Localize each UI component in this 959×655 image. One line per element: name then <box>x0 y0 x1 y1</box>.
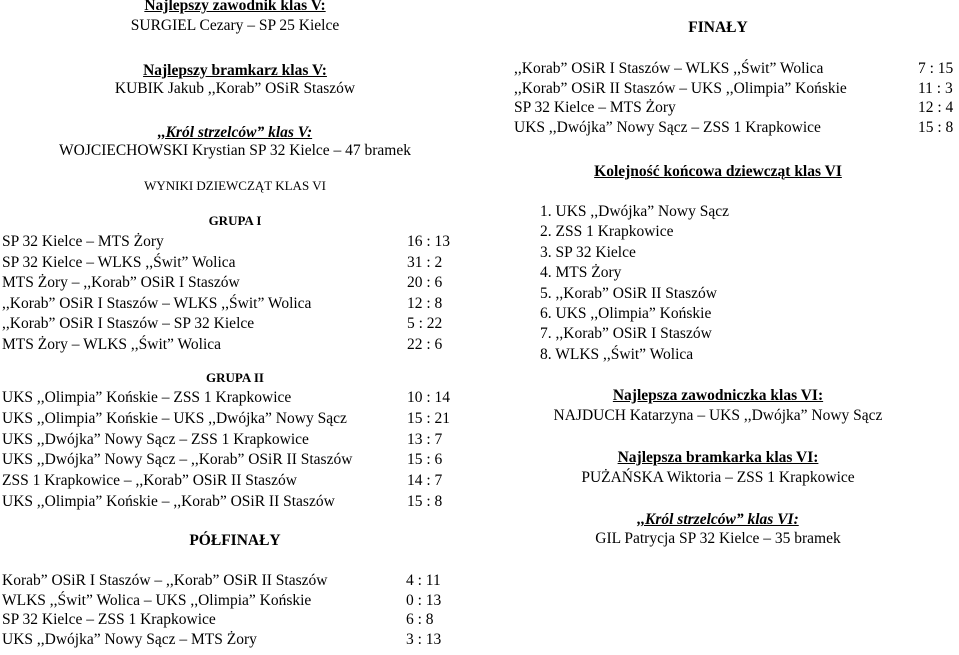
match-teams: SP 32 Kielce – ZSS 1 Krapkowice <box>2 611 216 629</box>
match-teams: SP 32 Kielce – MTS Żory <box>2 233 164 250</box>
match-teams: UKS ,,Olimpia” Końskie – ,,Korab” OSiR II Staszów <box>2 493 335 510</box>
match-score: 0 : 13 <box>406 591 442 609</box>
match-row <box>2 572 441 590</box>
match-row <box>514 118 954 137</box>
match-score: 22 : 6 <box>407 336 443 353</box>
match-row <box>2 409 451 428</box>
semifinals-title: PÓŁFINAŁY <box>189 532 281 549</box>
final-order-item: 3. SP 32 Kielce <box>540 243 636 261</box>
match-score: 15 : 8 <box>918 118 954 136</box>
match-score: 15 : 6 <box>407 451 443 469</box>
match-teams: UKS ,,Dwójka” Nowy Sącz – ZSS 1 Krapkowice <box>514 118 821 136</box>
match-teams: UKS ,,Olimpia” Końskie – UKS ,,Dwójka” Nowy Sącz <box>2 409 347 427</box>
best-goalkeeper-v-heading: Najlepszy bramkarz klas V: <box>143 62 327 79</box>
match-score: 12 : 8 <box>407 294 443 312</box>
top-scorer-vi-heading: ,,Król strzelców” klas VI: <box>637 511 799 528</box>
match-row <box>2 336 443 354</box>
match-teams: ZSS 1 Krapkowice – ,,Korab” OSiR II Staszów <box>2 472 297 490</box>
final-order-item: 8. WLKS ,,Świt” Wolica <box>540 345 694 363</box>
match-teams: ,,Korab” OSiR II Staszów – UKS ,,Olimpia” Końskie <box>514 79 847 97</box>
match-teams: UKS ,,Dwójka” Nowy Sącz – MTS Żory <box>2 630 257 648</box>
match-row <box>2 630 442 649</box>
match-row <box>2 430 443 449</box>
match-teams: Korab” OSiR I Staszów – ,,Korab” OSiR II Staszów <box>2 572 328 589</box>
best-player-v-name: SURGIEL Cezary – SP 25 Kielce <box>130 17 340 34</box>
best-player-vi-heading: Najlepsza zawodniczka klas VI: <box>612 387 824 404</box>
match-score: 31 : 2 <box>407 253 443 271</box>
final-order-item: 6. UKS ,,Olimpia” Końskie <box>540 305 712 322</box>
match-row <box>2 253 443 272</box>
match-row <box>514 60 954 78</box>
match-score: 15 : 8 <box>407 493 443 510</box>
final-order-title: Kolejność końcowa dziewcząt klas VI <box>594 163 842 180</box>
match-row <box>2 493 443 511</box>
match-row <box>2 294 443 313</box>
best-goalkeeper-vi-name: PUŻAŃSKA Wiktoria – ZSS 1 Krapkowice <box>581 469 855 486</box>
match-score: 7 : 15 <box>918 60 954 77</box>
final-order-item: 2. ZSS 1 Krapkowice <box>540 223 674 241</box>
match-score: 4 : 11 <box>406 572 441 589</box>
match-teams: ,,Korab” OSiR I Staszów – WLKS ,,Świt” Wolica <box>2 294 312 312</box>
match-teams: MTS Żory – WLKS ,,Świt” Wolica <box>2 336 222 353</box>
match-row <box>2 389 451 407</box>
match-row <box>2 611 434 629</box>
match-row <box>514 79 953 98</box>
top-scorer-vi-name: GIL Patrycja SP 32 Kielce – 35 bramek <box>595 530 841 547</box>
match-score: 13 : 7 <box>407 430 443 448</box>
best-goalkeeper-vi-heading: Najlepsza bramkarka klas VI: <box>617 449 819 466</box>
match-score: 20 : 6 <box>407 274 443 292</box>
match-teams: ,,Korab” OSiR I Staszów – WLKS ,,Świt” Wolica <box>514 60 824 77</box>
match-score: 6 : 8 <box>406 611 434 629</box>
match-score: 11 : 3 <box>918 79 953 97</box>
match-teams: MTS Żory – ,,Korab” OSiR I Staszów <box>2 274 240 292</box>
match-teams: ,,Korab” OSiR I Staszów – SP 32 Kielce <box>2 315 255 333</box>
match-row <box>2 451 443 469</box>
match-teams: UKS ,,Dwójka” Nowy Sącz – ,,Korab” OSiR II Staszów <box>2 451 353 469</box>
final-order-item: 4. MTS Żory <box>540 264 622 282</box>
match-score: 16 : 13 <box>407 233 451 250</box>
match-teams: UKS ,,Dwójka” Nowy Sącz – ZSS 1 Krapkowice <box>2 430 309 448</box>
top-scorer-v-heading: ,,Król strzelców” klas V: <box>157 124 313 141</box>
group1-title: GRUPA I <box>208 213 262 228</box>
match-teams: SP 32 Kielce – WLKS ,,Świt” Wolica <box>2 253 236 271</box>
finals-title: FINAŁY <box>688 19 748 36</box>
group2-title: GRUPA II <box>206 370 264 385</box>
final-order-item: 7. ,,Korab” OSiR I Staszów <box>540 325 712 343</box>
match-row <box>2 233 451 251</box>
final-order-item: 1. UKS ,,Dwójka” Nowy Sącz <box>540 203 729 220</box>
match-row <box>2 315 443 333</box>
match-score: 10 : 14 <box>407 389 451 406</box>
match-score: 14 : 7 <box>407 472 443 490</box>
match-score: 5 : 22 <box>407 315 443 333</box>
match-row <box>514 99 954 117</box>
match-row <box>2 274 443 292</box>
best-goalkeeper-v-name: KUBIK Jakub ,,Korab” OSiR Staszów <box>114 80 356 97</box>
best-player-vi-name: NAJDUCH Katarzyna – UKS ,,Dwójka” Nowy Sącz <box>553 407 883 424</box>
final-order-item: 5. ,,Korab” OSiR II Staszów <box>540 284 717 302</box>
match-row <box>2 472 443 490</box>
best-player-v-heading: Najlepszy zawodnik klas V: <box>144 0 326 14</box>
match-score: 15 : 21 <box>407 409 451 427</box>
match-teams: SP 32 Kielce – MTS Żory <box>514 99 676 117</box>
match-teams: UKS ,,Olimpia” Końskie – ZSS 1 Krapkowice <box>2 389 292 406</box>
girls-results-title: WYNIKI DZIEWCZĄT KLAS VI <box>144 178 326 193</box>
match-teams: WLKS ,,Świt” Wolica – UKS ,,Olimpia” Końskie <box>2 591 312 609</box>
match-row <box>2 591 442 610</box>
match-score: 3 : 13 <box>406 630 442 648</box>
match-score: 12 : 4 <box>918 99 954 117</box>
top-scorer-v-name: WOJCIECHOWSKI Krystian SP 32 Kielce – 47 bramek <box>59 142 411 159</box>
